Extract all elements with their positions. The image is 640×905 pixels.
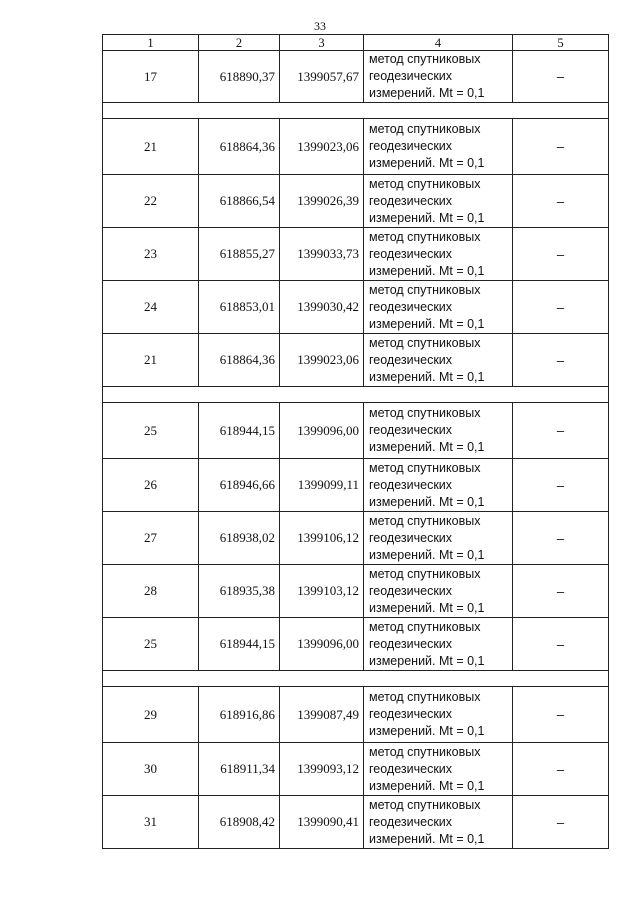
method-text-line: измерений. Mt = 0,1	[369, 210, 485, 225]
section-separator-cell	[103, 387, 609, 403]
note-cell: –	[513, 51, 609, 103]
y-coordinate-cell: 1399033,73	[280, 228, 364, 281]
note-cell: –	[513, 796, 609, 849]
method-text-line: измерений. Mt = 0,1	[369, 547, 485, 562]
note-cell: –	[513, 743, 609, 796]
point-number-cell: 21	[103, 119, 199, 175]
y-coordinate-cell: 1399023,06	[280, 334, 364, 387]
method-cell	[364, 687, 513, 743]
method-cell	[364, 228, 513, 281]
section-separator-cell	[103, 103, 609, 119]
y-coordinate-cell: 1399057,67	[280, 51, 364, 103]
y-coordinate-cell: 1399087,49	[280, 687, 364, 743]
method-text-line: измерений. Mt = 0,1	[369, 316, 485, 331]
x-coordinate-cell: 618911,34	[199, 743, 280, 796]
method-text-line: измерений. Mt = 0,1	[369, 653, 485, 668]
method-text-line: метод спутниковых	[369, 282, 481, 297]
method-text-line: измерений. Mt = 0,1	[369, 600, 485, 615]
method-text-line: геодезических	[369, 530, 453, 545]
y-coordinate-cell: 1399026,39	[280, 175, 364, 228]
table-row	[103, 565, 609, 618]
x-coordinate-cell: 618944,15	[199, 403, 280, 459]
y-coordinate-cell: 1399099,11	[280, 459, 364, 512]
method-text-line: измерений. Mt = 0,1	[369, 831, 485, 846]
method-cell	[364, 743, 513, 796]
method-cell	[364, 512, 513, 565]
point-number-cell: 25	[103, 403, 199, 459]
table-row	[103, 119, 609, 175]
point-number-cell: 22	[103, 175, 199, 228]
method-text-line: метод спутниковых	[369, 797, 481, 812]
x-coordinate-cell: 618908,42	[199, 796, 280, 849]
method-cell	[364, 119, 513, 175]
method-text-line: измерений. Mt = 0,1	[369, 440, 485, 454]
x-coordinate-cell: 618864,36	[199, 334, 280, 387]
method-cell	[364, 459, 513, 512]
method-cell	[364, 403, 513, 459]
method-text-line: метод спутниковых	[369, 406, 481, 420]
method-text-line: геодезических	[369, 707, 453, 721]
table-row	[103, 687, 609, 743]
note-cell: –	[513, 119, 609, 175]
table-row	[103, 743, 609, 796]
y-coordinate-cell: 1399090,41	[280, 796, 364, 849]
method-cell	[364, 281, 513, 334]
method-text-line: метод спутниковых	[369, 229, 481, 244]
note-cell: –	[513, 281, 609, 334]
table-row	[103, 334, 609, 387]
method-text-line: метод спутниковых	[369, 566, 481, 581]
method-text-line: геодезических	[369, 814, 453, 829]
y-coordinate-cell: 1399106,12	[280, 512, 364, 565]
note-cell: –	[513, 687, 609, 743]
note-cell: –	[513, 228, 609, 281]
point-number-cell: 31	[103, 796, 199, 849]
point-number-cell: 23	[103, 228, 199, 281]
note-cell: –	[513, 618, 609, 671]
method-cell	[364, 618, 513, 671]
x-coordinate-cell: 618855,27	[199, 228, 280, 281]
method-text-line: измерений. Mt = 0,1	[369, 263, 485, 278]
table-row	[103, 512, 609, 565]
y-coordinate-cell: 1399093,12	[280, 743, 364, 796]
x-coordinate-cell: 618866,54	[199, 175, 280, 228]
method-text-line: геодезических	[369, 477, 453, 492]
table-row	[103, 618, 609, 671]
note-cell: –	[513, 512, 609, 565]
column-number-2: 2	[199, 35, 280, 51]
section-separator-row	[103, 671, 609, 687]
table-row	[103, 403, 609, 459]
method-text-line: геодезических	[369, 583, 453, 598]
method-text-line: измерений. Mt = 0,1	[369, 494, 485, 509]
point-number-cell: 26	[103, 459, 199, 512]
method-text-line: метод спутниковых	[369, 744, 481, 759]
method-text-line: измерений. Mt = 0,1	[369, 724, 485, 738]
x-coordinate-cell: 618916,86	[199, 687, 280, 743]
method-text-line: метод спутниковых	[369, 460, 481, 475]
column-number-5: 5	[513, 35, 609, 51]
method-text-line: метод спутниковых	[369, 619, 481, 634]
point-number-cell: 29	[103, 687, 199, 743]
section-separator-row	[103, 103, 609, 119]
x-coordinate-cell: 618890,37	[199, 51, 280, 103]
method-text-line: метод спутниковых	[369, 176, 481, 191]
y-coordinate-cell: 1399030,42	[280, 281, 364, 334]
table-row	[103, 175, 609, 228]
method-text-line: геодезических	[369, 636, 453, 651]
method-cell	[364, 796, 513, 849]
point-number-cell: 28	[103, 565, 199, 618]
method-text-line: метод спутниковых	[369, 513, 481, 528]
method-text-line: геодезических	[369, 423, 453, 437]
point-number-cell: 17	[103, 51, 199, 103]
method-cell	[364, 51, 513, 103]
table-row	[103, 228, 609, 281]
method-text-line: метод спутниковых	[369, 690, 481, 704]
section-separator-row	[103, 387, 609, 403]
note-cell: –	[513, 334, 609, 387]
table-row	[103, 459, 609, 512]
note-cell: –	[513, 403, 609, 459]
point-number-cell: 24	[103, 281, 199, 334]
point-number-cell: 30	[103, 743, 199, 796]
point-number-cell: 25	[103, 618, 199, 671]
method-text-line: геодезических	[369, 352, 453, 367]
table-row	[103, 796, 609, 849]
method-text-line: измерений. Mt = 0,1	[369, 86, 485, 100]
page-number: 33	[314, 19, 326, 33]
note-cell: –	[513, 175, 609, 228]
point-number-cell: 27	[103, 512, 199, 565]
table-row	[103, 281, 609, 334]
method-text-line: геодезических	[369, 69, 453, 83]
method-text-line: геодезических	[369, 139, 453, 153]
method-cell	[364, 175, 513, 228]
coordinates-table	[102, 34, 609, 849]
x-coordinate-cell: 618938,02	[199, 512, 280, 565]
method-text-line: геодезических	[369, 761, 453, 776]
column-number-4: 4	[364, 35, 513, 51]
method-text-line: геодезических	[369, 299, 453, 314]
table-body	[103, 35, 609, 849]
x-coordinate-cell: 618944,15	[199, 618, 280, 671]
note-cell: –	[513, 459, 609, 512]
method-text-line: измерений. Mt = 0,1	[369, 778, 485, 793]
method-cell	[364, 565, 513, 618]
column-number-3: 3	[280, 35, 364, 51]
method-cell	[364, 334, 513, 387]
x-coordinate-cell: 618853,01	[199, 281, 280, 334]
method-text-line: метод спутниковых	[369, 335, 481, 350]
section-separator-cell	[103, 671, 609, 687]
y-coordinate-cell: 1399096,00	[280, 403, 364, 459]
x-coordinate-cell: 618946,66	[199, 459, 280, 512]
method-text-line: метод спутниковых	[369, 52, 481, 66]
x-coordinate-cell: 618864,36	[199, 119, 280, 175]
y-coordinate-cell: 1399096,00	[280, 618, 364, 671]
x-coordinate-cell: 618935,38	[199, 565, 280, 618]
column-number-row	[103, 35, 609, 51]
method-text-line: геодезических	[369, 246, 453, 261]
column-number-1: 1	[103, 35, 199, 51]
method-text-line: измерений. Mt = 0,1	[369, 156, 485, 170]
method-text-line: измерений. Mt = 0,1	[369, 369, 485, 384]
point-number-cell: 21	[103, 334, 199, 387]
table-row	[103, 51, 609, 103]
y-coordinate-cell: 1399023,06	[280, 119, 364, 175]
method-text-line: геодезических	[369, 193, 453, 208]
y-coordinate-cell: 1399103,12	[280, 565, 364, 618]
note-cell: –	[513, 565, 609, 618]
method-text-line: метод спутниковых	[369, 122, 481, 136]
